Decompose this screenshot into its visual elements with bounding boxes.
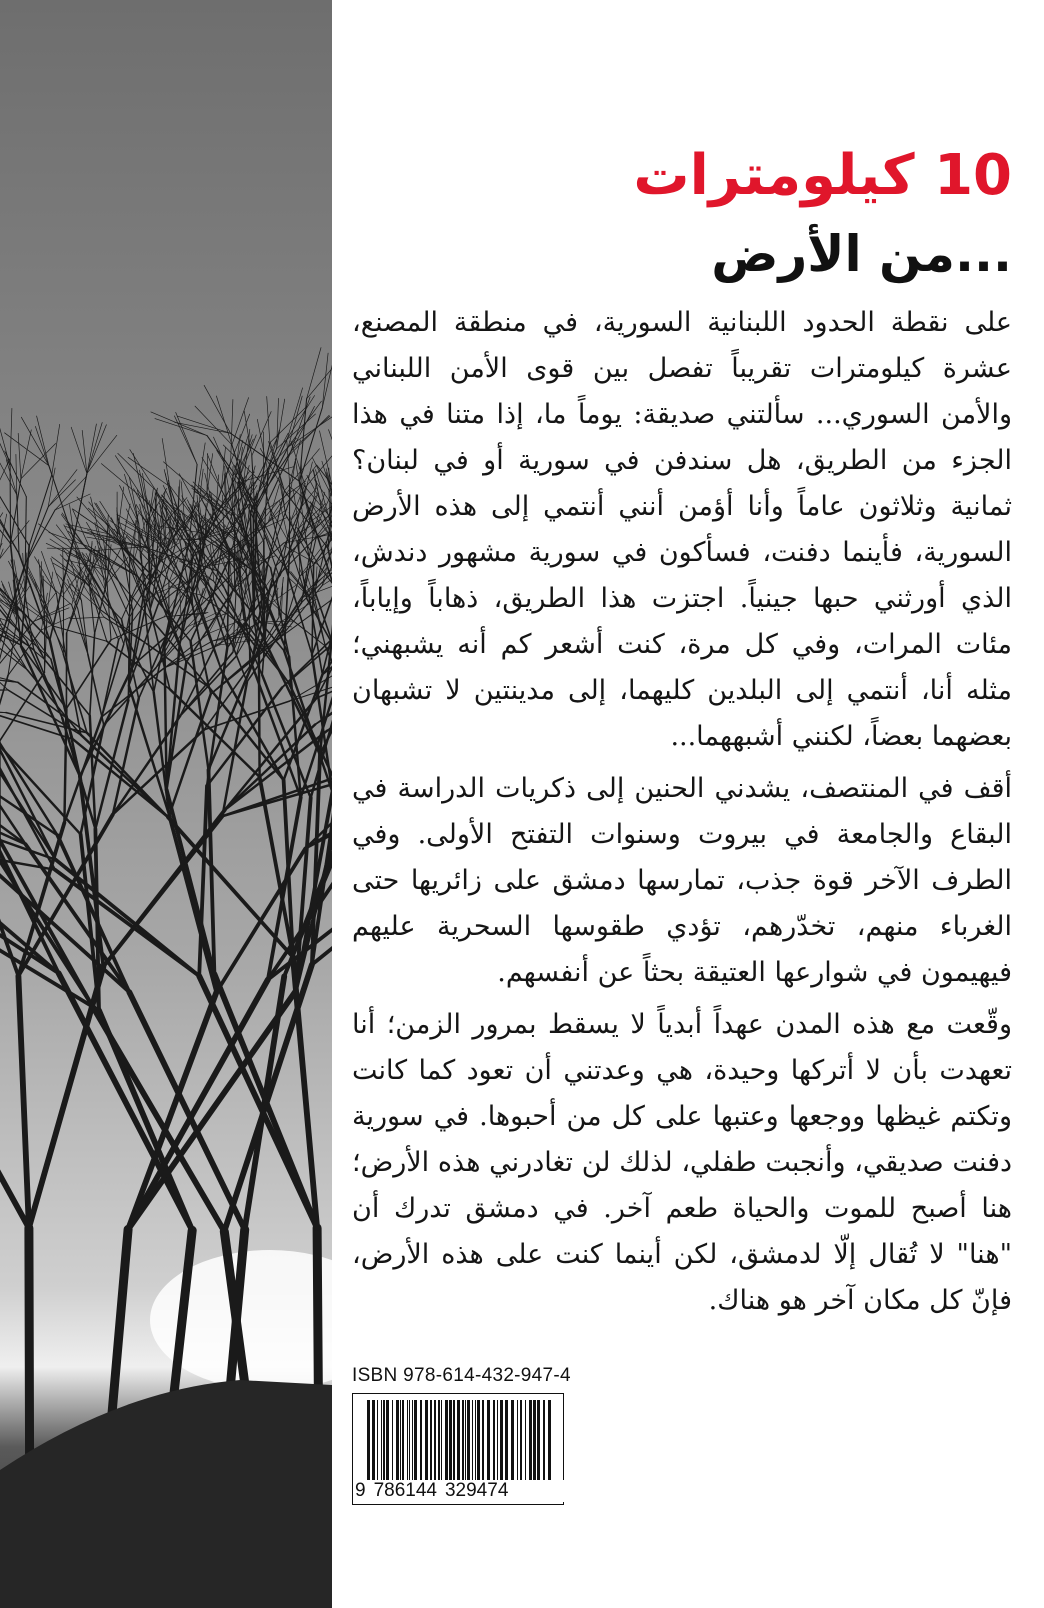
book-title-line2: ...من الأرض — [711, 225, 1012, 283]
barcode-digits-right: 329474 — [444, 1480, 509, 1501]
barcode-digits — [353, 1480, 565, 1502]
back-cover-text-panel — [352, 0, 1012, 1608]
cover-photo-trees — [0, 0, 332, 1608]
barcode — [352, 1393, 564, 1505]
tree-silhouette-illustration — [0, 0, 332, 1608]
book-title-line1: 10 كيلومترات — [633, 143, 1012, 208]
blurb-text — [352, 300, 1012, 1330]
barcode-digits-left: 786144 — [373, 1480, 437, 1501]
isbn-label: ISBN 978-614-432-947-4 — [352, 1365, 571, 1386]
barcode-bars-icon — [353, 1394, 563, 1480]
blurb-paragraph-2: أقف في المنتصف، يشدني الحنين إلى ذكريات الدراسة في البقاع والجامعة في بيروت وسنوات التفتح الأولى. وفي الطرف الآخر قوة جذب، تمارسها دمشق على زائريها حتى الغرباء منهم، تخدّرهم، تؤدي طقوسها السحرية عليهم فيهيمون في شوارعها العتيقة بحثاً عن أنفسهم. — [352, 773, 1012, 988]
blurb-paragraph-3: وقّعت مع هذه المدن عهداً أبدياً لا يسقط بمرور الزمن؛ أنا تعهدت بأن لا أتركها وحيدة، هي وعدتني أن تعود كما كانت وتكتم غيظها ووجعها وعتبها على كل من أحبوها. في سورية دفنت صديقي، وأنجبت طفلي، لذلك لن تغادرني هذه الأرض؛ هنا أصبح للموت والحياة طعم آخر. في دمشق تدرك أن "هنا" لا تُقال إلّا لدمشق، لكن أينما كنت على هذه الأرض، فإنّ كل مكان آخر هو هناك. — [352, 1009, 1012, 1316]
isbn-block — [352, 1365, 572, 1505]
barcode-digit-first: 9 — [355, 1480, 366, 1501]
blurb-paragraph-1: على نقطة الحدود اللبنانية السورية، في منطقة المصنع، عشرة كيلومترات تقريباً تفصل بين قوى الأمن اللبناني والأمن السوري... سألتني صديقة: يوماً ما، إذا متنا في هذا الجزء من الطريق، هل سندفن في سورية أو في لبنان؟ ثمانية وثلاثون عاماً وأنا أؤمن أنني أنتمي إلى هذه الأرض السورية، فأينما دفنت، فسأكون في سورية مشهور دندش، الذي أورثني حبها جينياً. اجتزت هذا الطريق، ذهاباً وإياباً، مئات المرات، وفي كل مرة، كنت أشعر كم أنه يشبهني؛ مثله أنا، أنتمي إلى البلدين كليهما، إلى مدينتين لا تشبهان بعضهما بعضاً، لكنني أشبههما... — [352, 307, 1012, 752]
